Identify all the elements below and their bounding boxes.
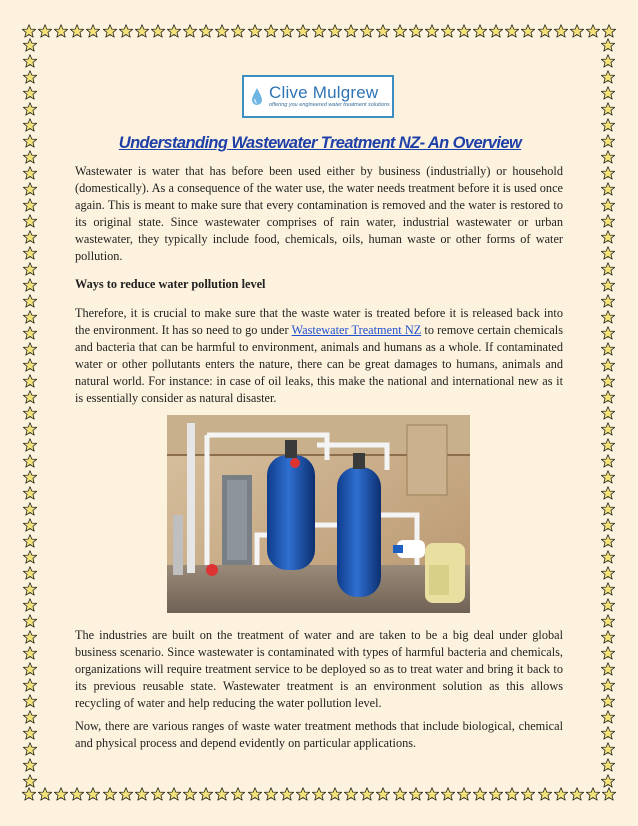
- star-icon: [264, 787, 278, 801]
- star-icon: [601, 374, 615, 388]
- star-icon: [601, 742, 615, 756]
- star-icon: [601, 534, 615, 548]
- star-icon: [586, 787, 600, 801]
- star-icon: [280, 787, 294, 801]
- star-icon: [38, 787, 52, 801]
- star-icon: [601, 38, 615, 52]
- star-icon: [409, 24, 423, 38]
- star-icon: [601, 662, 615, 676]
- star-icon: [601, 294, 615, 308]
- star-icon: [151, 787, 165, 801]
- star-icon: [393, 787, 407, 801]
- star-icon: [505, 24, 519, 38]
- star-icon: [601, 166, 615, 180]
- star-icon: [23, 38, 37, 52]
- star-icon: [296, 787, 310, 801]
- star-icon: [23, 694, 37, 708]
- star-icon: [601, 326, 615, 340]
- star-icon: [119, 24, 133, 38]
- star-icon: [601, 486, 615, 500]
- star-icon: [601, 582, 615, 596]
- star-icon: [23, 614, 37, 628]
- star-icon: [23, 534, 37, 548]
- star-icon: [601, 86, 615, 100]
- star-icon: [328, 24, 342, 38]
- star-border-bottom: [22, 786, 616, 802]
- star-icon: [601, 678, 615, 692]
- star-icon: [601, 54, 615, 68]
- star-icon: [328, 787, 342, 801]
- star-icon: [601, 246, 615, 260]
- star-icon: [601, 470, 615, 484]
- star-icon: [264, 24, 278, 38]
- star-icon: [393, 24, 407, 38]
- star-icon: [601, 390, 615, 404]
- star-icon: [23, 374, 37, 388]
- star-icon: [23, 710, 37, 724]
- star-icon: [601, 438, 615, 452]
- star-icon: [23, 422, 37, 436]
- star-icon: [23, 294, 37, 308]
- star-icon: [601, 550, 615, 564]
- star-icon: [601, 214, 615, 228]
- star-icon: [119, 787, 133, 801]
- star-icon: [23, 342, 37, 356]
- star-icon: [344, 24, 358, 38]
- star-icon: [23, 678, 37, 692]
- star-icon: [601, 518, 615, 532]
- star-icon: [521, 787, 535, 801]
- star-icon: [441, 787, 455, 801]
- star-icon: [376, 787, 390, 801]
- star-icon: [489, 24, 503, 38]
- star-icon: [23, 102, 37, 116]
- star-icon: [425, 787, 439, 801]
- star-icon: [23, 182, 37, 196]
- star-icon: [554, 787, 568, 801]
- star-icon: [23, 630, 37, 644]
- water-drop-icon: [250, 87, 264, 107]
- star-icon: [312, 24, 326, 38]
- star-icon: [22, 24, 36, 38]
- star-icon: [457, 24, 471, 38]
- star-border-left: [22, 38, 38, 788]
- star-icon: [199, 787, 213, 801]
- star-icon: [601, 726, 615, 740]
- star-icon: [376, 24, 390, 38]
- star-icon: [23, 198, 37, 212]
- star-icon: [360, 24, 374, 38]
- star-icon: [296, 24, 310, 38]
- star-icon: [22, 787, 36, 801]
- star-icon: [23, 118, 37, 132]
- star-icon: [473, 787, 487, 801]
- star-icon: [23, 358, 37, 372]
- star-icon: [23, 70, 37, 84]
- industry-paragraph: [75, 627, 563, 712]
- star-border-right: [600, 38, 616, 788]
- star-icon: [601, 134, 615, 148]
- star-icon: [23, 582, 37, 596]
- star-icon: [554, 24, 568, 38]
- star-icon: [602, 24, 616, 38]
- star-icon: [601, 614, 615, 628]
- methods-paragraph: [75, 718, 563, 752]
- star-icon: [23, 646, 37, 660]
- star-icon: [23, 566, 37, 580]
- methods-paragraph-text: Now, there are various ranges of waste water treatment methods that include biological, chemical and physical process and depend evidently on particular applications.: [75, 719, 563, 751]
- star-icon: [23, 438, 37, 452]
- intro-paragraph: [75, 163, 563, 266]
- star-icon: [23, 166, 37, 180]
- star-icon: [23, 86, 37, 100]
- industry-paragraph-text: The industries are built on the treatment of water and are taken to be a big deal under global business scenario. Since wastewater is contaminated with types of harmful bacteria and chemicals, organizations will require treatment service to be deployed so as to treat water and bring it back to its previous reusable state. Wastewater treatment is an environment solution as this allows recycling of water and help reducing the water pollution level.: [75, 628, 563, 711]
- star-icon: [601, 502, 615, 516]
- logo-tagline: offering you engineered water treatment solutions: [269, 102, 390, 108]
- star-icon: [601, 102, 615, 116]
- star-icon: [103, 787, 117, 801]
- star-icon: [360, 787, 374, 801]
- star-icon: [231, 24, 245, 38]
- star-icon: [23, 134, 37, 148]
- star-icon: [601, 630, 615, 644]
- star-icon: [23, 726, 37, 740]
- star-icon: [489, 787, 503, 801]
- star-icon: [167, 787, 181, 801]
- star-icon: [215, 787, 229, 801]
- star-icon: [135, 24, 149, 38]
- star-icon: [23, 230, 37, 244]
- section-heading: Ways to reduce water pollution level: [75, 277, 266, 291]
- star-icon: [70, 24, 84, 38]
- pollution-text-before: Therefore, it is crucial to make sure that the waste water is treated before it is released back into the environment. It has so need to go under: [75, 306, 563, 338]
- star-icon: [23, 246, 37, 260]
- star-icon: [601, 262, 615, 276]
- intro-paragraph-text: Wastewater is water that has before been used either by business (industrially) or household (domestically). As a consequence of the water use, the water needs treatment before it is used once again. This is meant to make sure that every contamination is removed and the water is restored to its original state. Since wastewater comprises of rain water, industrial wastewater or urban wastewater, they typically include food, chemicals, oils, human waste or other forms of water pollution.: [75, 164, 563, 264]
- star-icon: [312, 787, 326, 801]
- star-icon: [601, 710, 615, 724]
- star-icon: [23, 406, 37, 420]
- star-icon: [23, 518, 37, 532]
- star-icon: [215, 24, 229, 38]
- star-icon: [23, 598, 37, 612]
- star-icon: [23, 454, 37, 468]
- star-icon: [441, 24, 455, 38]
- star-icon: [280, 24, 294, 38]
- logo-name: Clive Mulgrew: [269, 83, 379, 102]
- star-icon: [54, 24, 68, 38]
- star-icon: [103, 24, 117, 38]
- star-icon: [538, 24, 552, 38]
- star-icon: [151, 24, 165, 38]
- star-icon: [23, 262, 37, 276]
- star-icon: [199, 24, 213, 38]
- wastewater-treatment-link[interactable]: Wastewater Treatment NZ: [291, 323, 422, 338]
- star-icon: [601, 198, 615, 212]
- star-icon: [425, 24, 439, 38]
- star-icon: [601, 646, 615, 660]
- star-border-top: [22, 23, 616, 39]
- star-icon: [23, 502, 37, 516]
- star-icon: [601, 406, 615, 420]
- star-icon: [538, 787, 552, 801]
- star-icon: [601, 422, 615, 436]
- star-icon: [23, 326, 37, 340]
- star-icon: [248, 787, 262, 801]
- star-icon: [23, 470, 37, 484]
- star-icon: [409, 787, 423, 801]
- star-icon: [23, 662, 37, 676]
- star-icon: [23, 278, 37, 292]
- star-icon: [601, 150, 615, 164]
- star-icon: [521, 24, 535, 38]
- star-icon: [23, 310, 37, 324]
- star-icon: [135, 787, 149, 801]
- star-icon: [54, 787, 68, 801]
- star-icon: [601, 278, 615, 292]
- star-icon: [23, 54, 37, 68]
- star-icon: [23, 774, 37, 788]
- page-title: Understanding Wastewater Treatment NZ- An Overview: [118, 134, 522, 152]
- star-icon: [86, 787, 100, 801]
- star-icon: [601, 598, 615, 612]
- star-icon: [23, 758, 37, 772]
- star-icon: [601, 310, 615, 324]
- star-icon: [23, 742, 37, 756]
- star-icon: [231, 787, 245, 801]
- star-icon: [601, 70, 615, 84]
- star-icon: [601, 342, 615, 356]
- star-icon: [344, 787, 358, 801]
- star-icon: [23, 214, 37, 228]
- star-icon: [601, 358, 615, 372]
- star-icon: [473, 24, 487, 38]
- star-icon: [601, 758, 615, 772]
- star-icon: [86, 24, 100, 38]
- star-icon: [23, 486, 37, 500]
- star-icon: [586, 24, 600, 38]
- star-icon: [570, 787, 584, 801]
- star-icon: [23, 150, 37, 164]
- pollution-text-after: to remove certain chemicals and bacteria that can be harmful to environment, animals and humans as a whole. If contaminated water or other pollutants enters the nature, there can be great damages to humans, animals and natural world. For instance: in case of oil leaks, this make the national and international new as it is essentially consider as natural disaster.: [75, 323, 563, 406]
- star-icon: [248, 24, 262, 38]
- star-icon: [167, 24, 181, 38]
- star-icon: [601, 182, 615, 196]
- star-icon: [601, 566, 615, 580]
- star-icon: [183, 787, 197, 801]
- star-icon: [23, 550, 37, 564]
- water-treatment-photo: [167, 415, 470, 613]
- star-icon: [457, 787, 471, 801]
- star-icon: [601, 230, 615, 244]
- star-icon: [601, 774, 615, 788]
- star-icon: [601, 118, 615, 132]
- star-icon: [602, 787, 616, 801]
- star-icon: [601, 694, 615, 708]
- star-icon: [505, 787, 519, 801]
- pollution-paragraph: [75, 305, 563, 408]
- star-icon: [601, 454, 615, 468]
- star-icon: [38, 24, 52, 38]
- star-icon: [183, 24, 197, 38]
- star-icon: [23, 390, 37, 404]
- star-icon: [70, 787, 84, 801]
- star-icon: [570, 24, 584, 38]
- company-logo: [242, 75, 394, 118]
